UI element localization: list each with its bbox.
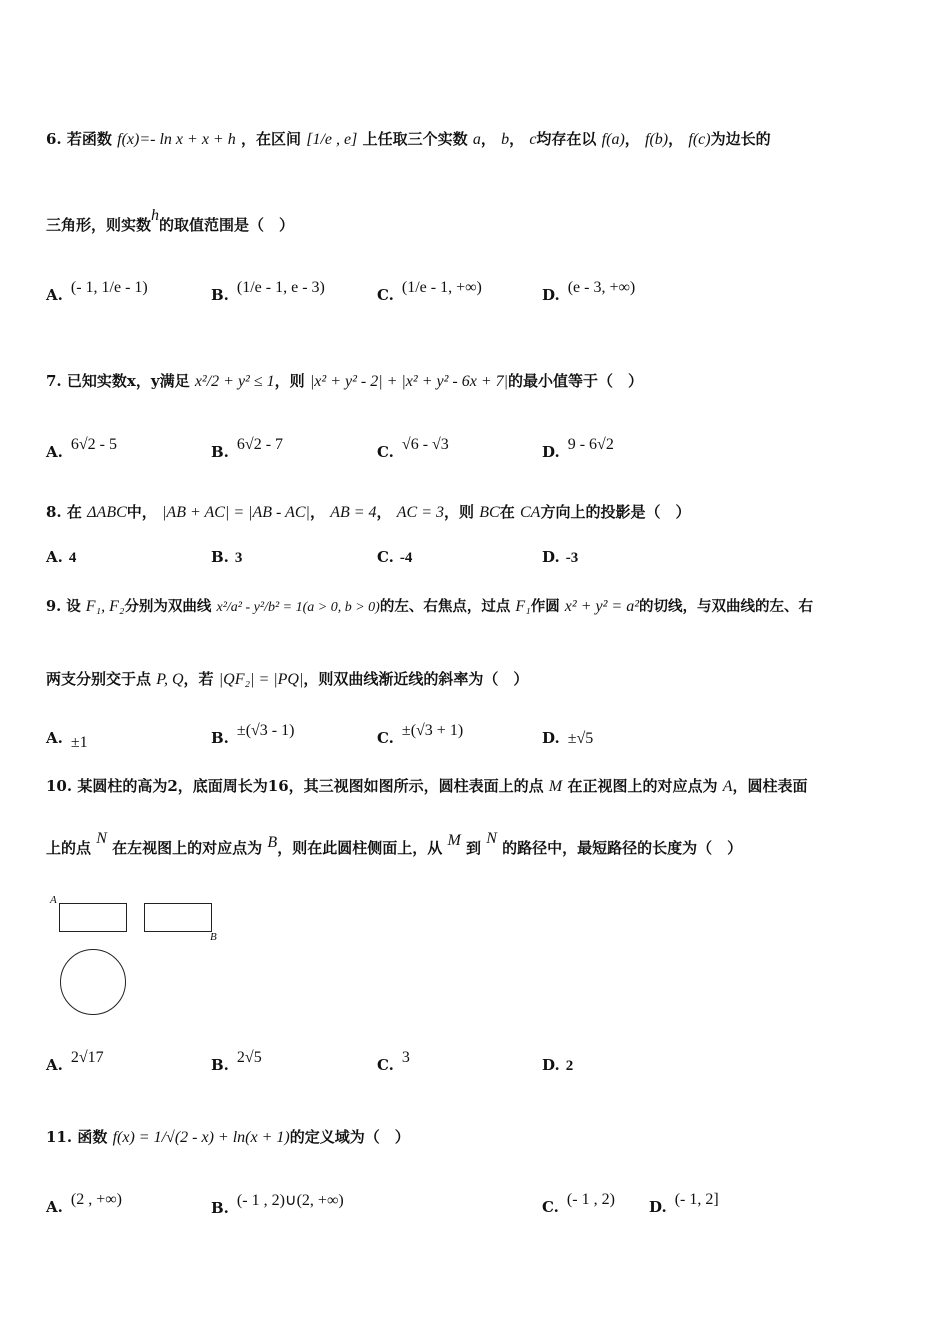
q11-text: 函数 (77, 1128, 108, 1146)
q9-f1: F₁ (515, 598, 531, 615)
q7-text: 的最小值等于（ ） (508, 372, 644, 390)
q10-text: 某圆柱的高为2，底面周长为16，其三视图如图所示，圆柱表面上的点 (77, 777, 544, 795)
q11-option-b: B. (- 1 , 2)∪(2, +∞) (211, 1192, 344, 1217)
q7-text: ，则 (274, 372, 305, 390)
q8-line1 (46, 501, 690, 522)
q10-point-n: N (486, 830, 497, 847)
q6-function: f(x)=- ln x + x + h (117, 131, 236, 148)
q9-text: 作圆 (530, 598, 560, 615)
q8-option-b: B. 3 (211, 548, 243, 566)
q8-option-a: A. 4 (46, 548, 77, 566)
q8-number: 8. (46, 503, 62, 521)
q10-option-c: C. 3 (377, 1049, 410, 1074)
q9-line2 (46, 668, 528, 689)
q9-foci: F₁, F₂ (85, 598, 125, 615)
q8-ac: AC = 3 (396, 504, 445, 521)
q9-text: 的切线，与双曲线的左、右 (638, 598, 813, 615)
q9-text: 设 (66, 598, 81, 615)
q6-fb: f(b) (645, 131, 669, 148)
q10-number: 10. (46, 777, 73, 795)
q7-constraint: x²/2 + y² ≤ 1 (194, 373, 275, 390)
q9-text: 两支分别交于点 (46, 670, 152, 688)
q6-fa: f(a) (601, 131, 625, 148)
q10-text: 到 (466, 839, 482, 857)
q10-text: 上的点 (46, 839, 92, 857)
q6-option-a: A. (- 1, 1/e - 1) (46, 279, 148, 304)
q9-option-b: B. ±(√3 - 1) (211, 722, 295, 747)
q6-comma: ， (509, 130, 525, 148)
q8-text: 在 (66, 503, 82, 521)
q10-point-m: M (447, 832, 461, 849)
q10-option-b: B. 2√5 (211, 1049, 262, 1074)
figure-label-a: A (50, 894, 57, 906)
q9-hyperbola: x²/a² - y²/b² = 1(a > 0, b > 0) (216, 600, 380, 615)
q6-interval: [1/e , e] (306, 131, 358, 148)
q10-text: 在左视图上的对应点为 (112, 839, 263, 857)
top-view-circle (60, 949, 126, 1015)
q8-text: 在 (499, 503, 515, 521)
q6-option-d: D. (e - 3, +∞) (542, 279, 636, 304)
front-view-rect (59, 903, 127, 932)
q9-condition: |QF₂| = |PQ| (218, 671, 304, 688)
q7-number: 7. (46, 372, 62, 390)
q10-point-m: M (548, 778, 563, 795)
q10-text: ，则在此圆柱侧面上，从 (277, 839, 443, 857)
q6-text: ，在区间 (240, 130, 301, 148)
q8-option-c: C. -4 (377, 548, 413, 566)
q6-text: 均存在以 (536, 130, 597, 148)
q7-line1 (46, 370, 643, 391)
figure-label-b: B (210, 931, 217, 943)
q8-ab: AB = 4 (330, 504, 377, 521)
q9-option-c: C. ±(√3 + 1) (377, 722, 464, 747)
q8-triangle: ΔABC (87, 504, 127, 521)
q7-option-b: B. 6√2 - 7 (211, 436, 284, 461)
q9-text: 分别为双曲线 (124, 598, 212, 615)
q10-line1 (46, 775, 808, 796)
side-view-rect (144, 903, 212, 932)
q10-text: 的路径中，最短路径的长度为（ ） (502, 839, 743, 857)
q6-text: 为边长的 (710, 130, 771, 148)
q7-option-c: C. √6 - √3 (377, 436, 449, 461)
q6-var-h: h (151, 207, 160, 224)
q6-var-c: c (529, 131, 537, 148)
q6-text: 的取值范围是（ ） (159, 216, 295, 234)
q9-option-d: D. ±√5 (542, 729, 594, 747)
q9-option-a: A. ±1 (46, 729, 88, 751)
q11-number: 11. (46, 1128, 73, 1146)
q6-option-b: B. (1/e - 1, e - 3) (211, 279, 325, 304)
q11-text: 的定义域为（ ） (289, 1128, 410, 1146)
q7-expression: |x² + y² - 2| + |x² + y² - 6x + 7| (309, 373, 509, 390)
q9-text: ，则双曲线渐近线的斜率为（ ） (303, 670, 529, 688)
q10-line2 (46, 830, 743, 858)
q10-text: 在正视图上的对应点为 (567, 777, 718, 795)
q6-text: 三角形，则实数 (46, 216, 152, 234)
q9-text: 的左、右焦点，过点 (379, 598, 511, 615)
q10-text: ，圆柱表面 (732, 777, 808, 795)
q8-option-d: D. -3 (542, 548, 579, 566)
q9-circle: x² + y² = a² (564, 598, 639, 615)
q10-point-n: N (96, 830, 107, 847)
q10-option-d: D. 2 (542, 1056, 574, 1074)
q11-option-c: C. (- 1 , 2) (542, 1191, 615, 1216)
q6-var-a: a (472, 131, 481, 148)
q6-comma: ， (668, 130, 684, 148)
q11-function: f(x) = 1/√(2 - x) + ln(x + 1) (112, 1129, 290, 1146)
q8-ca: CA (519, 504, 541, 521)
q6-var-b: b (501, 131, 510, 148)
q10-option-a: A. 2√17 (46, 1049, 104, 1074)
q6-option-c: C. (1/e - 1, +∞) (377, 279, 482, 304)
q8-comma: ， (376, 503, 392, 521)
q11-option-d: D. (- 1, 2] (649, 1191, 719, 1216)
q8-text: 方向上的投影是（ ） (540, 503, 691, 521)
q10-point-b: B (267, 834, 278, 851)
q7-text: 已知实数x，y满足 (66, 372, 190, 390)
q6-line1 (46, 128, 771, 149)
q8-comma: ， (309, 503, 325, 521)
q8-vector-eq: |AB + AC| = |AB - AC| (162, 504, 310, 521)
q8-text: 中， (126, 503, 157, 521)
q6-comma: ， (624, 130, 640, 148)
q6-line2 (46, 207, 295, 235)
q9-number: 9. (46, 598, 62, 615)
q6-text: 若函数 (66, 130, 112, 148)
q8-text: ，则 (444, 503, 475, 521)
q6-fc: f(c) (688, 131, 711, 148)
q8-bc: BC (479, 504, 500, 521)
q9-text: ，若 (183, 670, 214, 688)
q9-points: P, Q (156, 671, 184, 688)
q6-text: 上任取三个实数 (362, 130, 468, 148)
q11-option-a: A. (2 , +∞) (46, 1191, 122, 1216)
q9-line1 (46, 595, 813, 616)
q7-option-d: D. 9 - 6√2 (542, 436, 614, 461)
q10-point-a: A (722, 778, 733, 795)
q7-option-a: A. 6√2 - 5 (46, 436, 117, 461)
q11-line1 (46, 1126, 410, 1147)
q6-number: 6. (46, 130, 62, 148)
q6-comma: ， (480, 130, 496, 148)
